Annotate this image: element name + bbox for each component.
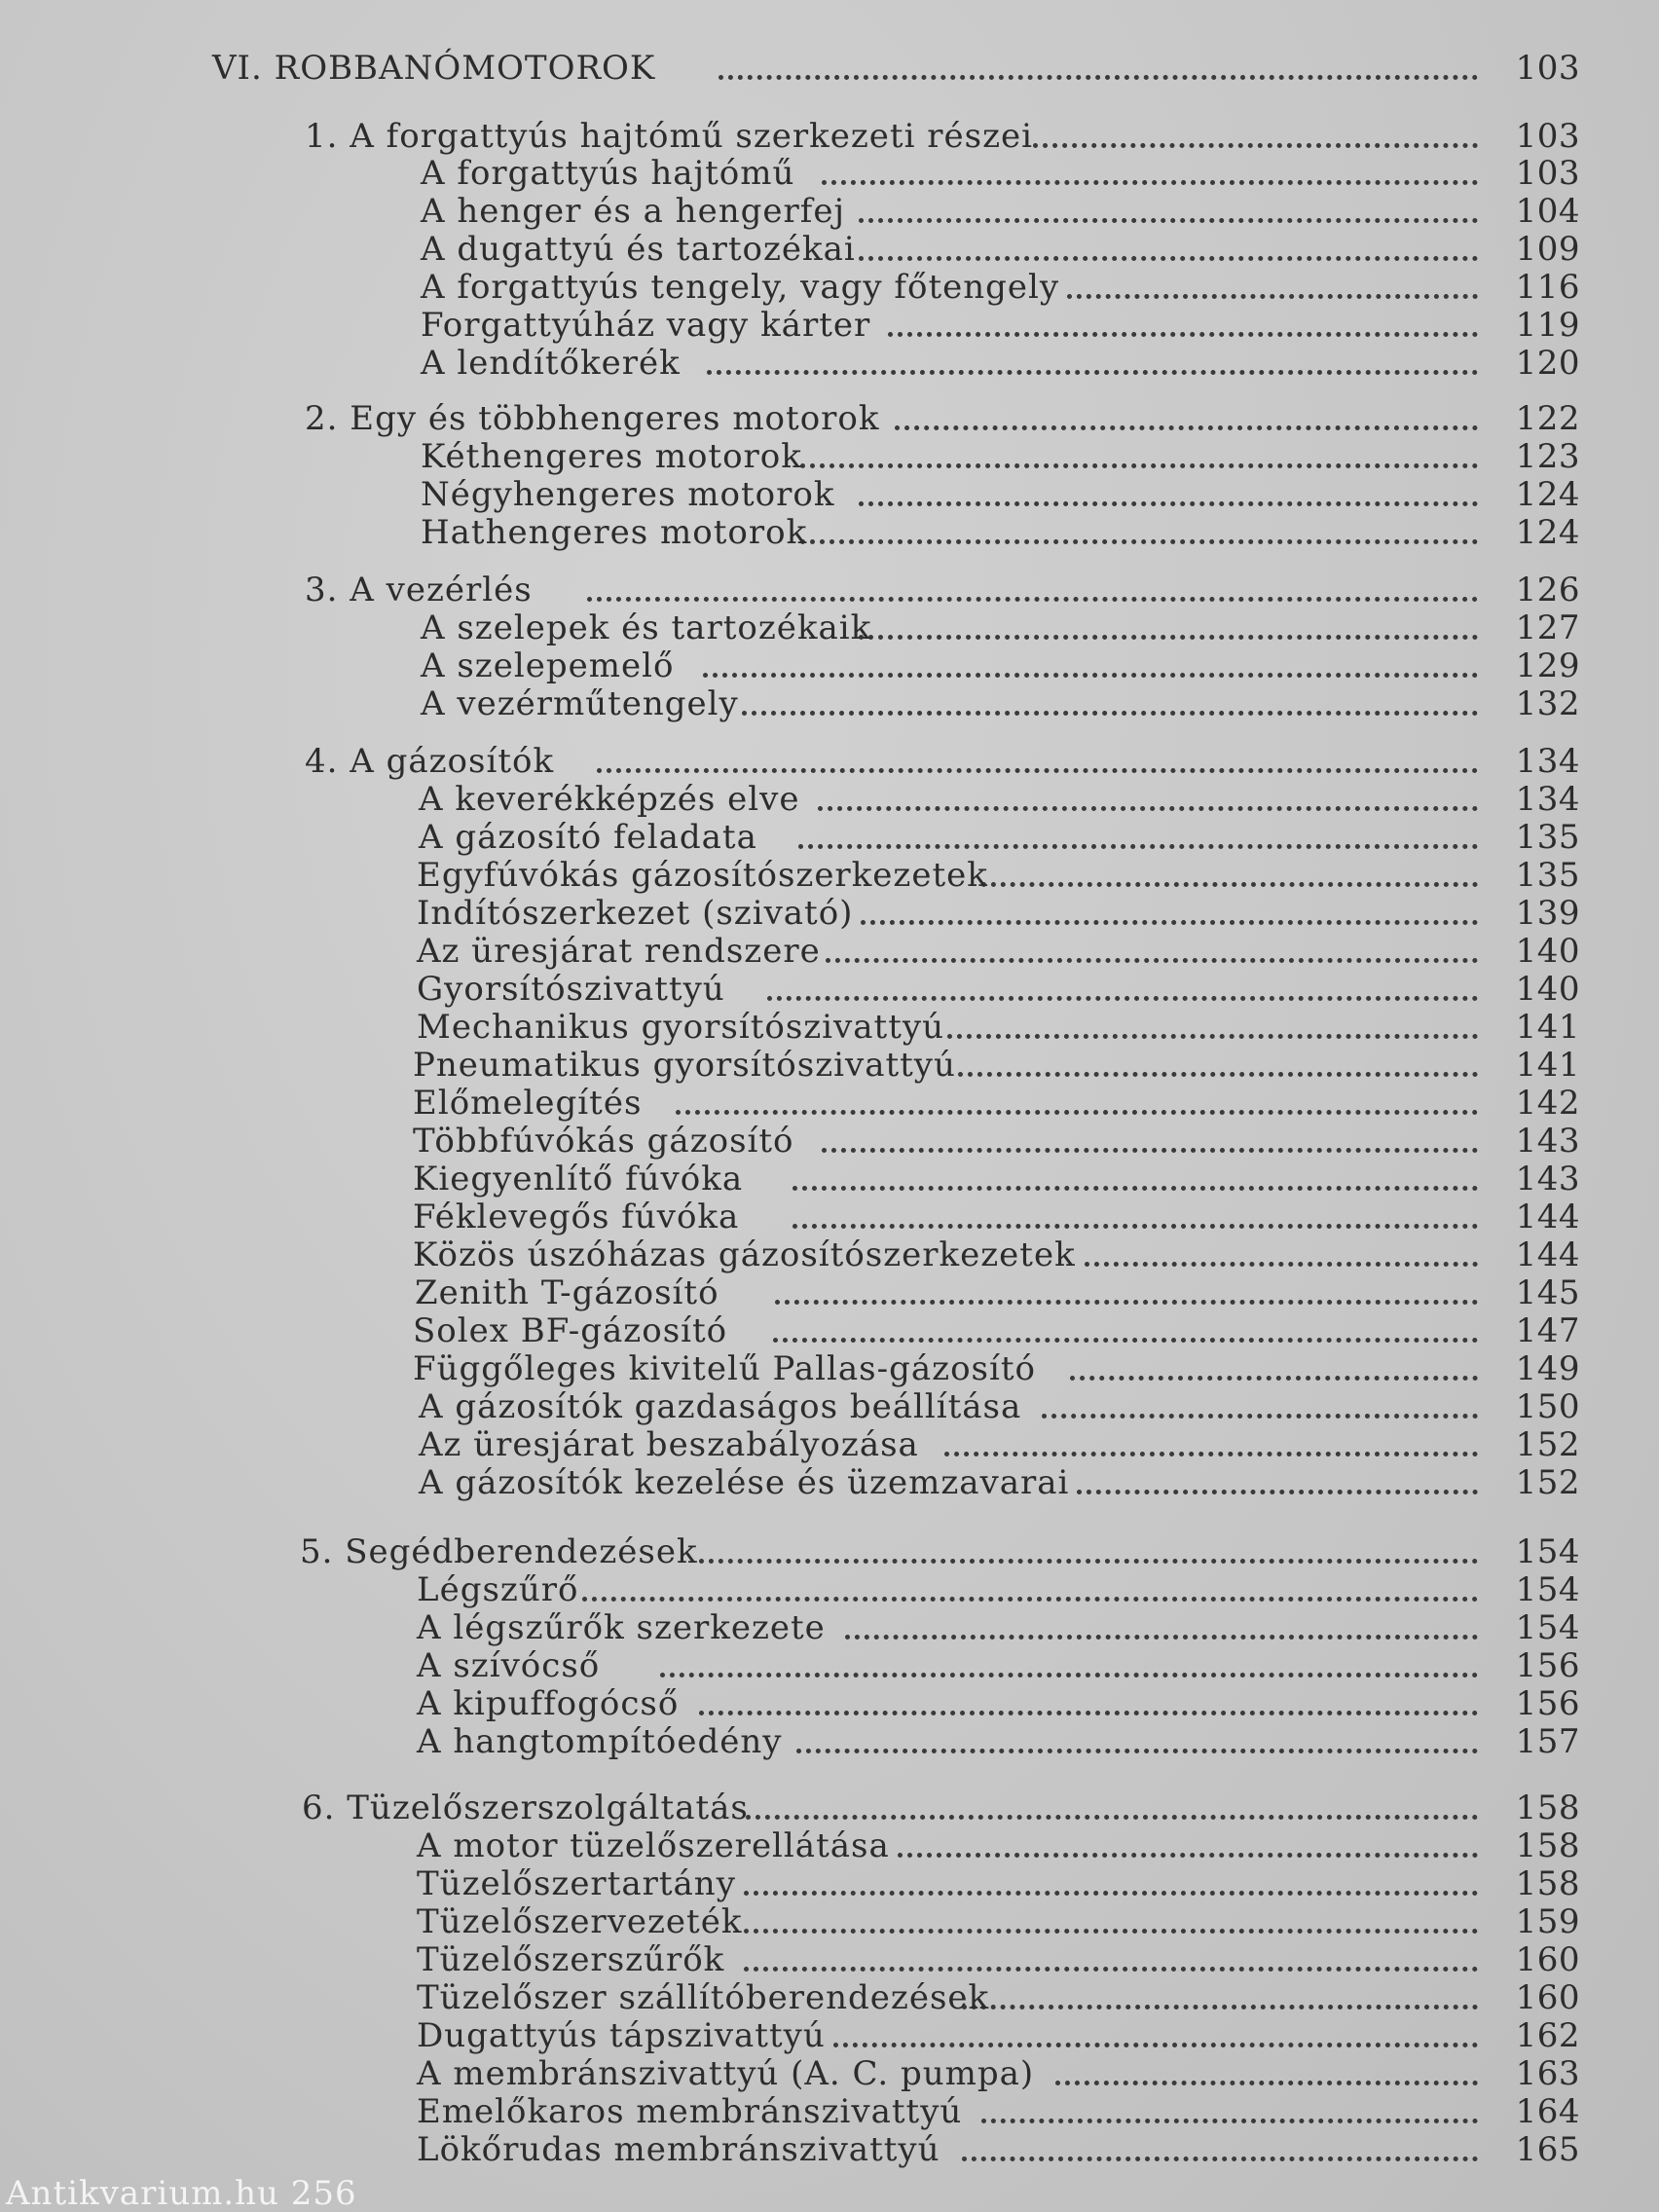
leader-dots [833, 2043, 1478, 2047]
leader-dots [597, 768, 1478, 773]
page-number: 103 [1515, 117, 1580, 156]
leader-dots [796, 1749, 1478, 1753]
leader-dots [822, 1148, 1478, 1153]
toc-item-row [415, 1273, 1580, 1312]
page-number: 144 [1515, 1198, 1580, 1236]
page-number: 149 [1515, 1349, 1580, 1388]
item-title: Tüzelőszertartány [417, 1864, 736, 1903]
toc-item-row [419, 780, 1580, 819]
item-title: Függőleges kivitelű Pallas-gázosító [413, 1349, 1036, 1388]
leader-dots [767, 996, 1478, 1001]
toc-item-row [413, 1046, 1580, 1085]
toc-item-row [413, 1235, 1580, 1274]
item-title: A motor tüzelőszerellátása [417, 1826, 890, 1865]
leader-dots [798, 844, 1478, 849]
leader-dots [898, 1853, 1478, 1858]
item-title: A membránszivattyú (A. C. pumpa) [417, 2054, 1035, 2093]
page-number: 129 [1515, 646, 1580, 685]
leader-dots [859, 501, 1478, 506]
toc-item-row [421, 646, 1580, 685]
toc-item-row [417, 1608, 1580, 1647]
toc-item-row [417, 894, 1580, 933]
item-title: Lökőrudas membránszivattyú [417, 2130, 940, 2169]
toc-item-row [417, 970, 1580, 1009]
toc-item-row [417, 856, 1580, 895]
toc-item-row [417, 1978, 1580, 2017]
item-title: A hangtompítóedény [417, 1722, 783, 1761]
page-number: 156 [1515, 1646, 1580, 1685]
item-title: A gázosítók kezelése és üzemzavarai [419, 1463, 1070, 1502]
item-title: A forgattyús tengely, vagy főtengely [421, 268, 1060, 307]
page-number: 141 [1515, 1008, 1580, 1047]
leader-dots [793, 1224, 1478, 1229]
page-number: 122 [1515, 399, 1580, 438]
section-title: 2. Egy és többhengeres motorok [305, 399, 880, 438]
leader-dots [676, 1110, 1478, 1115]
leader-dots [699, 1711, 1478, 1715]
toc-item-row [417, 1008, 1580, 1047]
page-number: 143 [1515, 1160, 1580, 1198]
toc-item-row [421, 684, 1580, 723]
toc-item-row [417, 1570, 1580, 1609]
leader-dots [958, 1072, 1478, 1077]
leader-dots [587, 597, 1478, 602]
page-number: 154 [1515, 1608, 1580, 1647]
leader-dots [826, 958, 1478, 963]
page-number: 120 [1515, 344, 1580, 383]
toc-item-row [421, 513, 1580, 552]
toc-item-row [417, 1826, 1580, 1865]
page-number: 124 [1515, 475, 1580, 514]
leader-dots [859, 635, 1478, 640]
page-number: 135 [1515, 818, 1580, 857]
page-number: 160 [1515, 1978, 1580, 2017]
leader-dots [1085, 1262, 1478, 1267]
toc-item-row [421, 344, 1580, 383]
page-number: 144 [1515, 1235, 1580, 1274]
leader-dots [962, 2005, 1478, 2009]
item-title: Előmelegítés [413, 1084, 643, 1123]
item-title: A keverékképzés elve [419, 780, 800, 819]
toc-item-row [421, 306, 1580, 345]
item-title: Hathengeres motorok [421, 513, 808, 552]
page-number: 119 [1515, 306, 1580, 345]
item-title: Közös úszóházas gázosítószerkezetek [413, 1235, 1076, 1274]
item-title: Többfúvókás gázosító [413, 1122, 794, 1161]
toc-item-row [421, 192, 1580, 231]
item-title: Mechanikus gyorsítószivattyú [417, 1008, 944, 1047]
item-title: A forgattyús hajtómű [421, 154, 795, 193]
page-number: 158 [1515, 1788, 1580, 1827]
page-number: 124 [1515, 513, 1580, 552]
item-title: Légszűrő [417, 1570, 579, 1609]
leader-dots [1033, 143, 1478, 148]
toc-item-row [413, 1349, 1580, 1388]
item-title: A gázosítók gazdaságos beállítása [419, 1387, 1022, 1426]
item-title: Solex BF-gázosító [413, 1311, 728, 1350]
leader-dots [822, 180, 1478, 185]
item-title: A szívócső [417, 1646, 601, 1685]
page-number: 152 [1515, 1425, 1580, 1464]
page-number: 104 [1515, 192, 1580, 231]
toc-section-row [305, 571, 1580, 609]
toc-item-row [417, 1684, 1580, 1723]
page-number: 141 [1515, 1046, 1580, 1085]
leader-dots [981, 882, 1478, 887]
page-number: 160 [1515, 1940, 1580, 1979]
item-title: Az üresjárat beszabályozása [419, 1425, 919, 1464]
page-number: 109 [1515, 230, 1580, 269]
item-title: A szelepek és tartozékaik [421, 608, 872, 647]
page-number: 158 [1515, 1826, 1580, 1865]
page-number: 103 [1515, 154, 1580, 193]
item-title: Zenith T-gázosító [415, 1273, 719, 1312]
leader-dots [981, 2119, 1478, 2123]
toc-item-row [413, 1160, 1580, 1198]
item-title: Féklevegős fúvóka [413, 1198, 740, 1236]
page-number: 145 [1515, 1273, 1580, 1312]
item-title: Tüzelőszervezeték [417, 1902, 743, 1941]
toc-item-row [421, 475, 1580, 514]
section-title: 3. A vezérlés [305, 571, 533, 609]
toc-item-row [421, 268, 1580, 307]
leader-dots [845, 1635, 1478, 1640]
page-number: 159 [1515, 1902, 1580, 1941]
toc-item-row [421, 154, 1580, 193]
leader-dots [746, 1815, 1478, 1820]
page-number: 134 [1515, 780, 1580, 819]
toc-item-row [417, 2092, 1580, 2131]
toc-section-row [302, 1788, 1580, 1827]
section-title: 6. Tüzelőszerszolgáltatás [302, 1788, 749, 1827]
leader-dots [1070, 1376, 1478, 1381]
item-title: Kiegyenlítő fúvóka [413, 1160, 744, 1198]
item-title: A vezérműtengely [421, 684, 739, 723]
toc-item-row [419, 1387, 1580, 1426]
leader-dots [793, 1186, 1478, 1191]
toc-item-row [417, 932, 1580, 971]
item-title: Tüzelőszer szállítóberendezések [417, 1978, 990, 2017]
section-title: 4. A gázosítók [305, 742, 555, 781]
section-title: 1. A forgattyús hajtómű szerkezeti részei [305, 117, 1033, 156]
chapter-title: VI. ROBBANÓMOTOROK [212, 49, 656, 88]
leader-dots [859, 256, 1478, 261]
page-number: 132 [1515, 684, 1580, 723]
page-number: 165 [1515, 2130, 1580, 2169]
item-title: A gázosító feladata [419, 818, 757, 857]
page-number: 143 [1515, 1122, 1580, 1161]
toc-section-row [305, 117, 1580, 156]
page-number: 158 [1515, 1864, 1580, 1903]
item-title: Dugattyús tápszivattyú [417, 2016, 826, 2055]
leader-dots [962, 2157, 1478, 2161]
toc-item-row [417, 2130, 1580, 2169]
toc-item-row [419, 1463, 1580, 1502]
item-title: A kipuffogócső [417, 1684, 680, 1723]
leader-dots [1067, 294, 1478, 299]
toc-item-row [421, 608, 1580, 647]
toc-item-row [417, 2016, 1580, 2055]
item-title: Tüzelőszerszűrők [417, 1940, 725, 1979]
section-title: 5. Segédberendezések [300, 1532, 698, 1571]
item-title: Az üresjárat rendszere [417, 932, 821, 971]
leader-dots [703, 673, 1478, 678]
item-title: Emelőkaros membránszivattyú [417, 2092, 963, 2131]
leader-dots [744, 1929, 1478, 1934]
leader-dots [719, 75, 1478, 80]
item-title: Négyhengeres motorok [421, 475, 835, 514]
page-number: 157 [1515, 1722, 1580, 1761]
leader-dots [1055, 2081, 1478, 2085]
toc-item-row [413, 1084, 1580, 1123]
toc-item-row [421, 230, 1580, 269]
page-number: 140 [1515, 970, 1580, 1009]
leader-dots [859, 218, 1478, 223]
page-number: 139 [1515, 894, 1580, 933]
leader-dots [800, 463, 1478, 468]
item-title: A henger és a hengerfej [421, 192, 845, 231]
item-title: Indítószerkezet (szivató) [417, 894, 854, 933]
leader-dots [582, 1597, 1478, 1602]
page-number: 134 [1515, 742, 1580, 781]
item-title: A szelepemelő [421, 646, 675, 685]
leader-dots [861, 920, 1478, 925]
toc-item-row [417, 1902, 1580, 1941]
leader-dots [773, 1338, 1478, 1343]
toc-section-row [305, 742, 1580, 781]
leader-dots [1077, 1490, 1478, 1494]
page-number: 164 [1515, 2092, 1580, 2131]
page-number: 103 [1515, 49, 1580, 88]
toc-item-row [417, 1940, 1580, 1979]
leader-dots [947, 1034, 1478, 1039]
toc-item-row [417, 1864, 1580, 1903]
page-number: 154 [1515, 1532, 1580, 1571]
toc-item-row [413, 1198, 1580, 1236]
page-number: 116 [1515, 268, 1580, 307]
leader-dots [699, 1559, 1478, 1564]
page-number: 123 [1515, 437, 1580, 476]
page-number: 162 [1515, 2016, 1580, 2055]
page-number: 140 [1515, 932, 1580, 971]
item-title: A légszűrők szerkezete [417, 1608, 826, 1647]
page-number: 152 [1515, 1463, 1580, 1502]
watermark-text: Antikvarium.hu [6, 2176, 279, 2212]
leader-dots [895, 425, 1478, 430]
page-number: 163 [1515, 2054, 1580, 2093]
leader-dots [1042, 1414, 1478, 1419]
page-number: 126 [1515, 571, 1580, 609]
leader-dots [775, 1300, 1478, 1305]
page-number: 156 [1515, 1684, 1580, 1723]
toc-chapter-row [212, 49, 1580, 88]
leader-dots [660, 1673, 1478, 1677]
item-title: Pneumatikus gyorsítószivattyú [413, 1046, 956, 1085]
leader-dots [742, 711, 1478, 716]
page-number: 142 [1515, 1084, 1580, 1123]
leader-dots [818, 806, 1478, 811]
toc-item-row [419, 1425, 1580, 1464]
page-number: 135 [1515, 856, 1580, 895]
toc-item-row [421, 437, 1580, 476]
page-number: 154 [1515, 1570, 1580, 1609]
toc-item-row [417, 1646, 1580, 1685]
toc-item-row [417, 1722, 1580, 1761]
item-title: A lendítőkerék [421, 344, 681, 383]
page-number: 147 [1515, 1311, 1580, 1350]
item-title: Forgattyúház vagy kárter [421, 306, 871, 345]
toc-section-row [300, 1532, 1580, 1571]
page-number: 127 [1515, 608, 1580, 647]
item-title: Gyorsítószivattyú [417, 970, 725, 1009]
toc-item-row [413, 1122, 1580, 1161]
footer-watermark [0, 2176, 395, 2212]
leader-dots [800, 539, 1478, 544]
item-title: A dugattyú és tartozékai [421, 230, 856, 269]
toc-item-row [413, 1311, 1580, 1350]
footer-page-number: 256 [290, 2176, 357, 2212]
leader-dots [707, 370, 1478, 375]
page-number: 150 [1515, 1387, 1580, 1426]
leader-dots [944, 1452, 1478, 1456]
item-title: Egyfúvókás gázosítószerkezetek [417, 856, 988, 895]
leader-dots [744, 1967, 1478, 1972]
toc-item-row [417, 2054, 1580, 2093]
toc-item-row [419, 818, 1580, 857]
leader-dots [744, 1891, 1478, 1896]
item-title: Kéthengeres motorok [421, 437, 802, 476]
leader-dots [888, 332, 1478, 337]
toc-section-row [305, 399, 1580, 438]
